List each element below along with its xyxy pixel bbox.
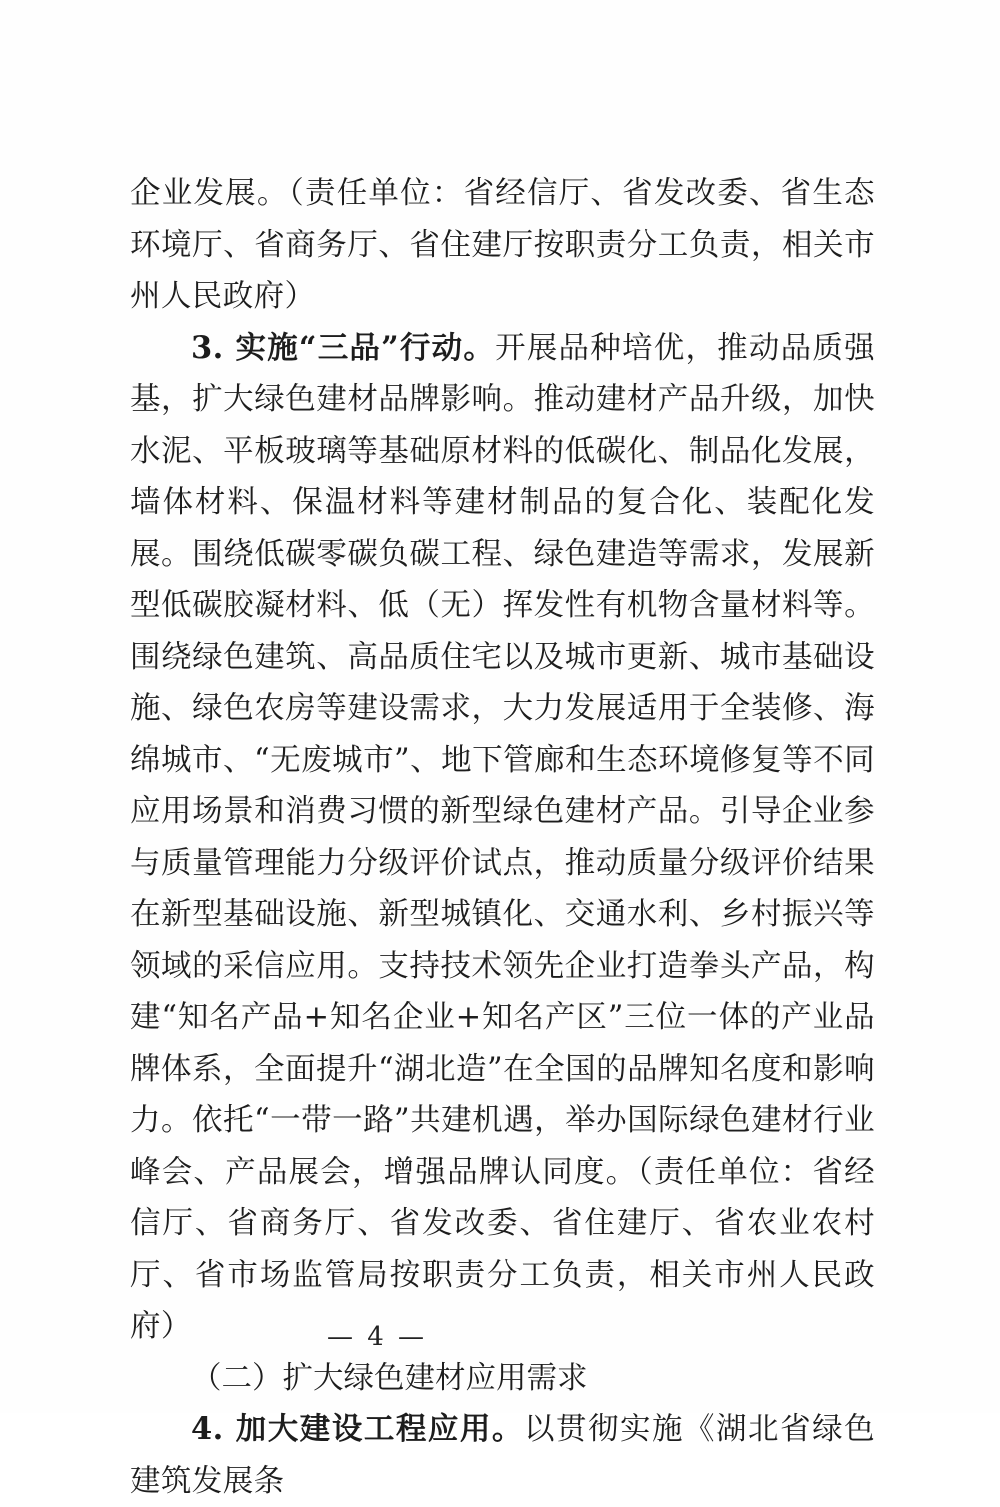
paragraph-item-4 — [130, 1404, 875, 1507]
paragraph-item-3-text: 开展品种培优，推动品质强基，扩大绿色建材品牌影响。推动建材产品升级，加快水泥、平板玻璃等基础原材料的低碳化、制品化发展，墙体材料、保温材料等建材制品的复合化、装配化发展。围绕低碳零碳负碳工程、绿色建造等需求，发展新型低碳胶凝材料、低（无）挥发性有机物含量材料等。围绕绿色建筑、高品质住宅以及城市更新、城市基础设施、绿色农房等建设需求，大力发展适用于全装修、海绵城市、“无废城市”、地下管廊和生态环境修复等不同应用场景和消费习惯的新型绿色建材产品。引导企业参与质量管理能力分级评价试点，推动质量分级评价结果在新型基础设施、新型城镇化、交通水利、乡村振兴等领域的采信应用。支持技术领先企业打造拳头产品，构建“知名产品+知名企业+知名产区”三位一体的产业品牌体系，全面提升“湖北造”在全国的品牌知名度和影响力。依托“一带一路”共建机遇，举办国际绿色建材行业峰会、产品展会，增强品牌认同度。（责任单位：省经信厅、省商务厅、省发改委、省住建厅、省农业农村厅、省市场监管局按职责分工负责，相关市州人民政府） — [130, 330, 875, 1344]
page-number-label: — 4 — — [326, 1322, 428, 1352]
section-heading-two: （二）扩大绿色建材应用需求 — [191, 1360, 588, 1396]
paragraph-item-3 — [130, 323, 875, 1353]
paragraph-item-4-lead: 4. 加大建设工程应用。 — [191, 1411, 524, 1447]
paragraph-item-3-lead: 3. 实施“三品”行动。 — [191, 329, 496, 366]
paragraph-continuation-text: 企业发展。（责任单位：省经信厅、省发改委、省生态环境厅、省商务厅、省住建厅按职责分工负责，相关市州人民政府） — [130, 176, 875, 314]
document-body — [130, 168, 875, 1507]
paragraph-item-4-text: 以贯彻实施《湖北省绿色建筑发展条 — [130, 1412, 876, 1499]
paragraph-continuation — [130, 168, 875, 323]
page-number — [0, 1322, 1000, 1352]
